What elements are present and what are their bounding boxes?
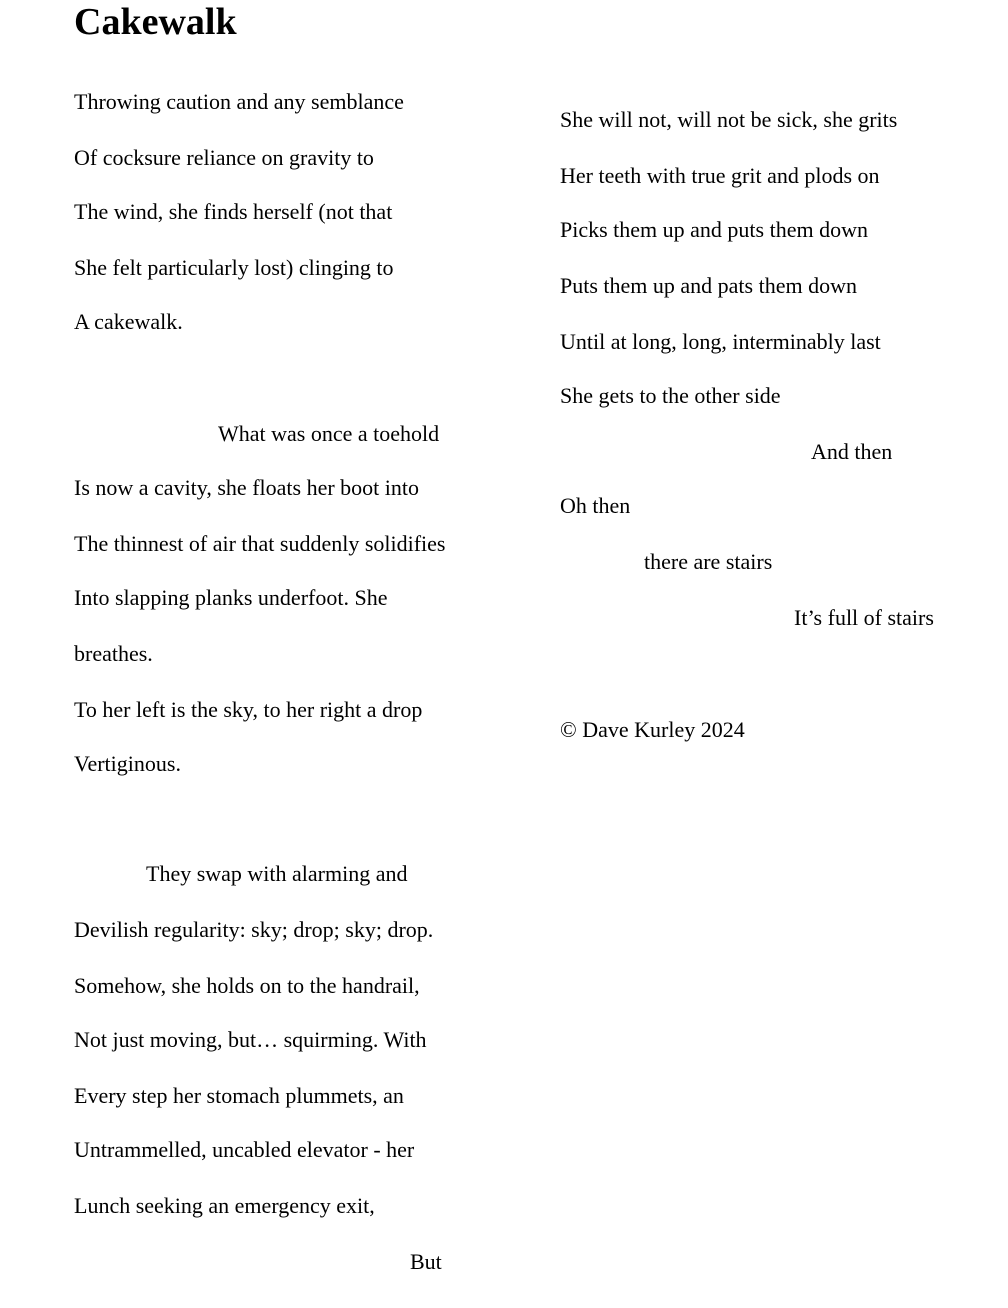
poem-line: A cakewalk. <box>74 309 183 334</box>
poem-line: Oh then <box>560 493 631 518</box>
poem-line: Of cocksure reliance on gravity to <box>74 145 374 170</box>
poem-line: She felt particularly lost) clinging to <box>74 255 394 280</box>
poem-line: What was once a toehold <box>218 421 440 446</box>
poem-line: Devilish regularity: sky; drop; sky; drop. <box>74 917 434 942</box>
poem-line: The wind, she finds herself (not that <box>74 199 393 224</box>
poem-line: Her teeth with true grit and plods on <box>560 163 880 188</box>
poem-line: It’s full of stairs <box>794 605 934 630</box>
poem-line: Somehow, she holds on to the handrail, <box>74 973 420 998</box>
poem-line: Until at long, long, interminably last <box>560 329 881 354</box>
poem-line: Not just moving, but… squirming. With <box>74 1027 427 1052</box>
poem-line: She gets to the other side <box>560 383 781 408</box>
poem-line: But <box>410 1249 442 1274</box>
poem-line: Vertiginous. <box>74 751 181 776</box>
poem-line: Lunch seeking an emergency exit, <box>74 1193 375 1218</box>
poem-line: They swap with alarming and <box>146 861 408 886</box>
poem-title: Cakewalk <box>74 1 237 43</box>
poem-line: And then <box>811 439 893 464</box>
poem-line: Puts them up and pats them down <box>560 273 857 298</box>
poem-line: Every step her stomach plummets, an <box>74 1083 404 1108</box>
poem-line: Into slapping planks underfoot. She <box>74 585 388 610</box>
poem-line: Picks them up and puts them down <box>560 217 868 242</box>
poem-line: To her left is the sky, to her right a drop <box>74 697 423 722</box>
poem-line: there are stairs <box>644 549 773 574</box>
copyright-notice: © Dave Kurley 2024 <box>560 717 745 742</box>
poem-line: Throwing caution and any semblance <box>74 89 404 114</box>
poem-line: The thinnest of air that suddenly solidifies <box>74 531 446 556</box>
poem-line: breathes. <box>74 641 153 666</box>
poem-line: She will not, will not be sick, she grits <box>560 107 898 132</box>
poem-line: Is now a cavity, she floats her boot into <box>74 475 419 500</box>
poem-line: Untrammelled, uncabled elevator - her <box>74 1137 415 1162</box>
